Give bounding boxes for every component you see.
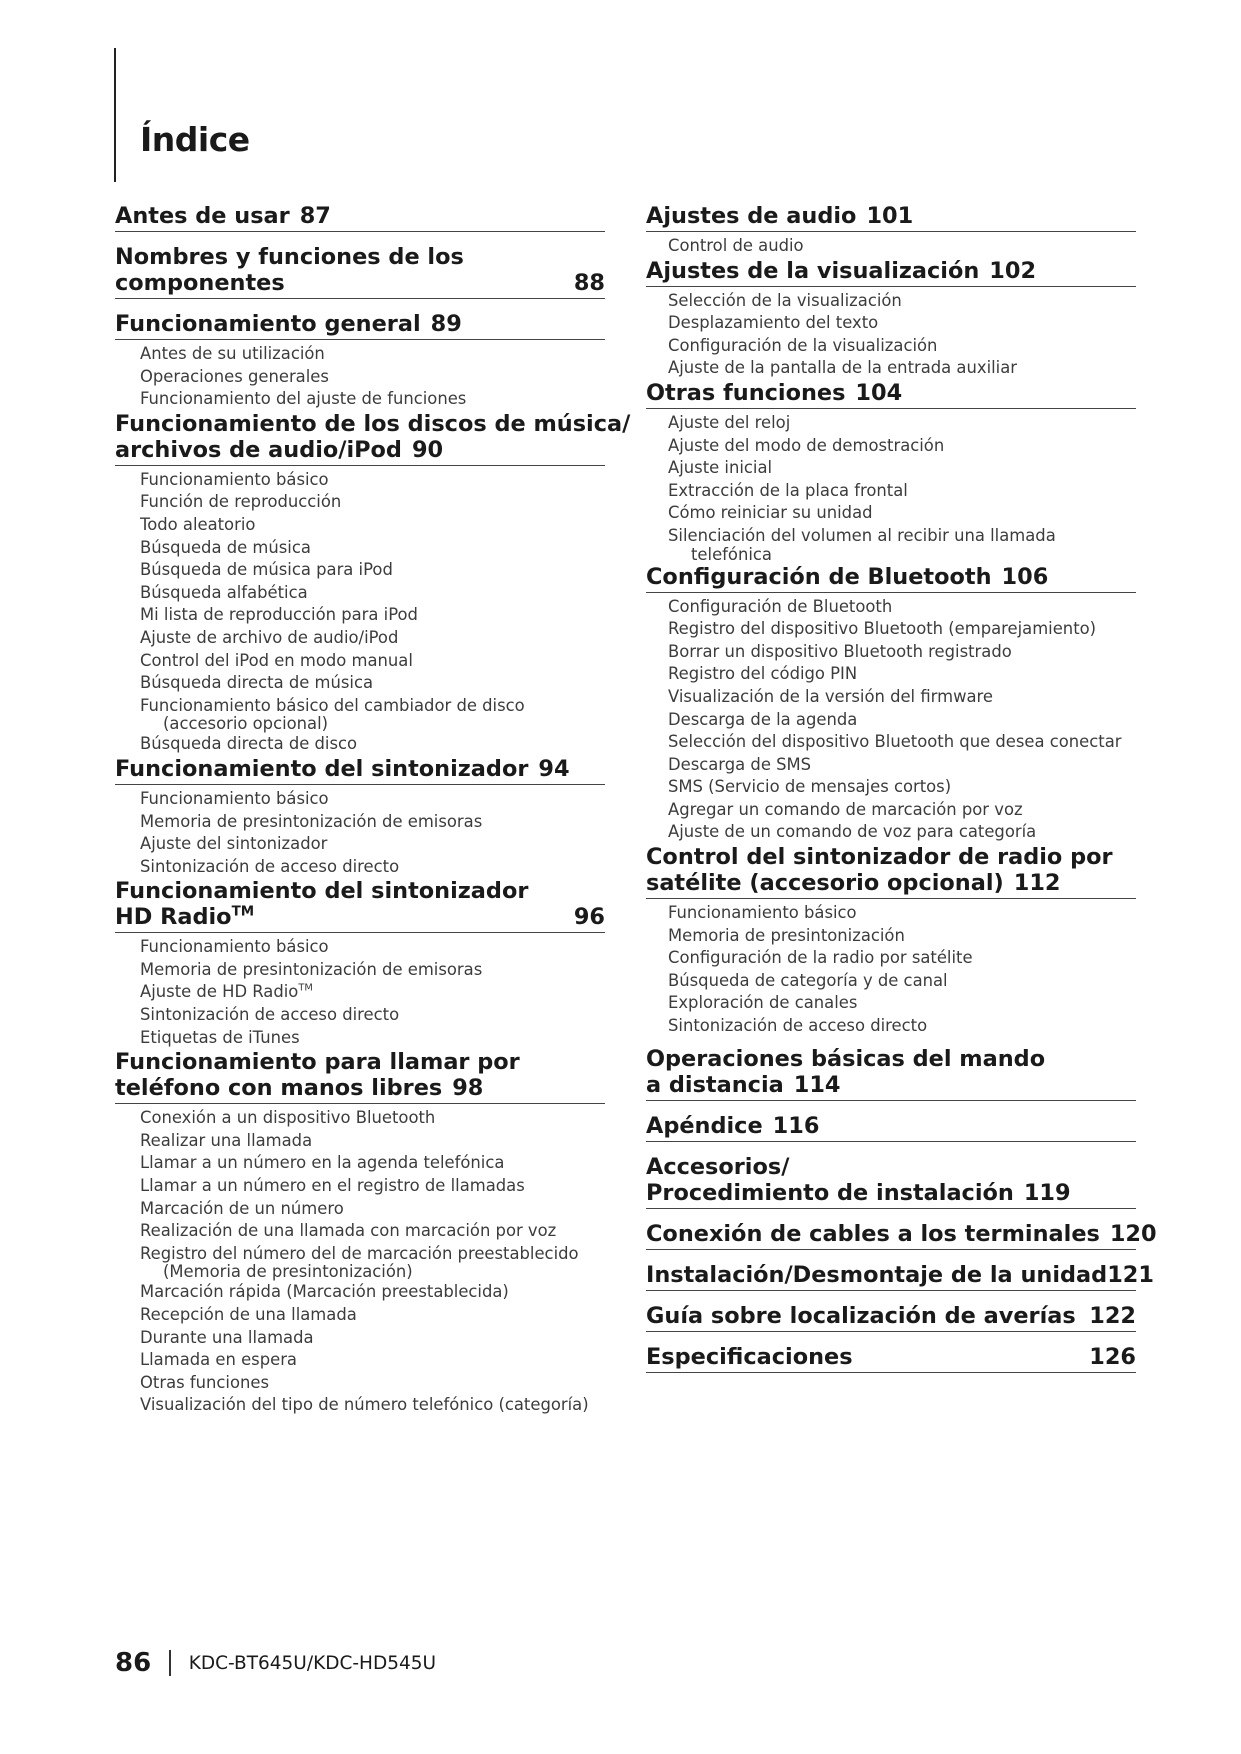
toc-item[interactable]: Antes de su utilización: [140, 344, 325, 363]
heading-text: Accesorios/: [646, 1153, 790, 1180]
heading-text: Funcionamiento del sintonizador: [115, 755, 529, 782]
heading-page: 87: [299, 203, 331, 229]
toc-item[interactable]: Configuración de Bluetooth: [668, 596, 893, 616]
footer-model-name: KDC-BT645U/KDC-HD545U: [188, 1652, 437, 1674]
toc-item[interactable]: Durante una llamada: [140, 1327, 314, 1347]
heading-text: Funcionamiento para llamar por: [115, 1049, 520, 1076]
toc-item[interactable]: [668, 525, 1136, 564]
toc-item[interactable]: [140, 695, 605, 734]
toc-item[interactable]: Conexión a un dispositivo Bluetooth: [140, 1108, 436, 1128]
heading-page: 90: [411, 436, 444, 463]
heading-page: 114: [793, 1071, 841, 1098]
item-continuation: (Memoria de presintonización): [163, 1262, 413, 1282]
toc-item[interactable]: Búsqueda directa de disco: [140, 734, 358, 754]
page-title: Índice: [140, 120, 250, 159]
toc-item[interactable]: Llamar a un número en el registro de llamadas: [140, 1176, 525, 1196]
toc-item[interactable]: Exploración de canales: [668, 993, 858, 1013]
heading-page: 94: [538, 755, 570, 782]
toc-section-mando-distancia: [646, 1046, 1136, 1101]
toc-section-discos-musica: [115, 410, 631, 756]
toc-item[interactable]: Mi lista de reproducción para iPod: [140, 605, 418, 625]
heading-page: 126: [1089, 1343, 1136, 1370]
toc-item[interactable]: Selección del dispositivo Bluetooth que desea conectar: [668, 732, 1122, 752]
toc-section-radio-satelite: [646, 844, 1136, 1038]
heading-text: archivos de audio/iPod: [115, 436, 402, 463]
toc-item[interactable]: Visualización del tipo de número telefónico (categoría): [140, 1395, 589, 1415]
page-footer: [115, 1648, 436, 1678]
toc-heading[interactable]: [646, 258, 1136, 287]
toc-item[interactable]: Funcionamiento básico: [140, 788, 329, 808]
toc-item[interactable]: Sintonización de acceso directo: [668, 1016, 928, 1036]
toc-item[interactable]: Registro del dispositivo Bluetooth (emparejamiento): [668, 619, 1097, 639]
heading-text: Nombres y funciones de los: [115, 244, 464, 270]
heading-text: Conexión de cables a los terminales: [646, 1220, 1100, 1247]
toc-section-hd-radio: [115, 878, 605, 1049]
toc-heading[interactable]: [646, 1344, 1136, 1373]
footer-page-number: 86: [115, 1648, 152, 1678]
toc-item[interactable]: Configuración de la radio por satélite: [668, 948, 973, 968]
heading-text: a distancia: [646, 1071, 784, 1098]
toc-section-averias: [646, 1303, 1136, 1332]
heading-text: Procedimiento de instalación: [646, 1179, 1014, 1206]
toc-left-column: [115, 203, 631, 1417]
toc-item[interactable]: Búsqueda directa de música: [140, 673, 374, 693]
title-accent-bar: [114, 48, 116, 182]
toc-item[interactable]: Funcionamiento del ajuste de funciones: [140, 389, 467, 409]
toc-section-instalacion: [646, 1261, 1154, 1291]
heading-page: 102: [989, 257, 1037, 284]
heading-page: 101: [866, 203, 914, 229]
toc-item[interactable]: Función de reproducción: [140, 492, 342, 512]
toc-item[interactable]: Sintonización de acceso directo: [140, 856, 400, 876]
heading-text: teléfono con manos libres: [115, 1075, 443, 1102]
heading-text: Funcionamiento del sintonizador: [115, 878, 529, 905]
toc-section-sintonizador: [115, 756, 605, 878]
toc-section-especificaciones: [646, 1344, 1136, 1373]
toc-heading[interactable]: [646, 1303, 1136, 1332]
toc-heading[interactable]: [115, 756, 605, 785]
toc-heading[interactable]: [646, 844, 1136, 899]
toc-item[interactable]: Ajuste de archivo de audio/iPod: [140, 627, 399, 647]
heading-text: Control del sintonizador de radio por: [646, 844, 1113, 871]
item-text: Ajuste de HD Radio: [140, 982, 299, 1002]
toc-heading[interactable]: [646, 1113, 1136, 1142]
toc-section-apendice: [646, 1113, 1136, 1142]
toc-heading[interactable]: [646, 1154, 1136, 1209]
heading-page: 121: [1107, 1261, 1154, 1288]
toc-heading[interactable]: [115, 1049, 605, 1104]
heading-text: Ajustes de la visualización: [646, 257, 980, 284]
heading-text: Funcionamiento de los discos de música/: [115, 410, 631, 437]
toc-item[interactable]: Búsqueda de categoría y de canal: [668, 970, 948, 990]
toc-item[interactable]: Funcionamiento básico: [140, 469, 329, 489]
heading-text: satélite (accesorio opcional): [646, 870, 1004, 897]
toc-heading[interactable]: [646, 380, 1136, 409]
toc-item[interactable]: Extracción de la placa frontal: [668, 480, 908, 500]
toc-item[interactable]: Realización de una llamada con marcación por voz: [140, 1221, 557, 1241]
toc-item[interactable]: Ajuste del reloj: [668, 412, 791, 432]
toc-item[interactable]: Ajuste del modo de demostración: [668, 435, 945, 455]
toc-section-accesorios: [646, 1154, 1136, 1209]
heading-page: 112: [1013, 870, 1061, 897]
heading-text: componentes: [115, 270, 285, 296]
toc-item[interactable]: Otras funciones: [140, 1372, 270, 1392]
item-continuation: (accesorio opcional): [163, 714, 329, 734]
heading-page: 106: [1001, 563, 1049, 590]
toc-item[interactable]: Realizar una llamada: [140, 1130, 313, 1150]
heading-text: Configuración de Bluetooth: [646, 563, 992, 590]
toc-section-ajustes-visualizacion: [646, 258, 1136, 380]
toc-heading[interactable]: [115, 410, 631, 466]
heading-page: 104: [855, 379, 903, 406]
toc-item[interactable]: Selección de la visualización: [668, 290, 902, 310]
heading-text: Apéndice: [646, 1112, 763, 1139]
toc-item[interactable]: SMS (Servicio de mensajes cortos): [668, 777, 952, 797]
toc-item[interactable]: Operaciones generales: [140, 366, 329, 386]
toc-item[interactable]: Memoria de presintonización: [668, 925, 905, 945]
toc-item[interactable]: Cómo reiniciar su unidad: [668, 503, 873, 523]
heading-page: 88: [573, 270, 605, 296]
heading-page: 89: [430, 311, 462, 337]
toc-item[interactable]: Todo aleatorio: [140, 514, 256, 534]
toc-item[interactable]: Borrar un dispositivo Bluetooth registrado: [668, 641, 1012, 661]
heading-text: Operaciones básicas del mando: [646, 1045, 1046, 1072]
toc-item[interactable]: Descarga de SMS: [668, 754, 812, 774]
heading-page: 96: [573, 904, 605, 931]
toc-item[interactable]: Ajuste inicial: [668, 458, 773, 478]
toc-heading[interactable]: [646, 1046, 1136, 1101]
toc-section-nombres-funciones: [115, 244, 605, 299]
toc-item[interactable]: Funcionamiento básico: [668, 903, 857, 923]
heading-text: HD Radio: [115, 904, 232, 931]
toc-heading[interactable]: [646, 1261, 1154, 1291]
toc-item[interactable]: Marcación de un número: [140, 1198, 344, 1218]
heading-text: Instalación/Desmontaje de la unidad: [646, 1261, 1108, 1288]
toc-heading[interactable]: [646, 1220, 1157, 1250]
item-text: Registro del número del de marcación preestablecido: [140, 1243, 579, 1263]
toc-section-antes-de-usar: [115, 203, 605, 232]
toc-item[interactable]: Control de audio: [668, 236, 804, 255]
toc-item[interactable]: Descarga de la agenda: [668, 709, 858, 729]
toc-item[interactable]: [140, 981, 605, 1004]
heading-page: 120: [1109, 1220, 1157, 1247]
toc-item[interactable]: Recepción de una llamada: [140, 1305, 357, 1324]
toc-item[interactable]: Configuración de la visualización: [668, 335, 938, 355]
toc-item[interactable]: Etiquetas de iTunes: [140, 1027, 300, 1047]
toc-item[interactable]: Marcación rápida (Marcación preestablecida): [140, 1282, 509, 1302]
toc-item[interactable]: Sintonización de acceso directo: [140, 1005, 400, 1025]
toc-item[interactable]: Ajuste de un comando de voz para categoría: [668, 822, 1037, 842]
item-continuation: telefónica: [691, 544, 772, 564]
heading-text: Antes de usar: [115, 203, 290, 229]
heading-page: 122: [1089, 1302, 1136, 1329]
toc-item[interactable]: Funcionamiento básico: [140, 937, 329, 957]
toc-section-funcionamiento-general: [115, 311, 605, 411]
toc-heading[interactable]: [646, 203, 1136, 232]
heading-text: Funcionamiento general: [115, 311, 421, 337]
toc-item[interactable]: Ajuste del sintonizador: [140, 834, 328, 854]
toc-item[interactable]: Agregar un comando de marcación por voz: [668, 799, 1023, 819]
toc-section-ajustes-audio: [646, 203, 1136, 258]
footer-divider: [169, 1650, 171, 1676]
toc-item[interactable]: Búsqueda de música para iPod: [140, 560, 393, 580]
toc-item[interactable]: Búsqueda alfabética: [140, 582, 308, 602]
toc-item[interactable]: Control del iPod en modo manual: [140, 650, 413, 670]
toc-heading[interactable]: [646, 564, 1136, 593]
trademark-mark: TM: [298, 983, 313, 994]
toc-item[interactable]: Llamada en espera: [140, 1350, 297, 1370]
toc-item[interactable]: Búsqueda de música: [140, 537, 311, 557]
heading-page: 98: [452, 1075, 484, 1102]
heading-text: Guía sobre localización de averías: [646, 1302, 1076, 1329]
heading-text: Especificaciones: [646, 1343, 853, 1370]
toc-section-manos-libres: [115, 1049, 605, 1417]
toc-heading[interactable]: [115, 311, 605, 340]
toc-item[interactable]: Registro del código PIN: [668, 664, 858, 684]
heading-page: 116: [772, 1112, 820, 1139]
toc-item[interactable]: Llamar a un número en la agenda telefónica: [140, 1153, 505, 1173]
toc-right-column: [646, 203, 1157, 1373]
heading-text: Ajustes de audio: [646, 203, 857, 229]
toc-item[interactable]: Memoria de presintonización de emisoras: [140, 959, 483, 979]
toc-item[interactable]: [140, 1243, 605, 1282]
toc-item[interactable]: Visualización de la versión del firmware: [668, 686, 993, 706]
heading-text: Otras funciones: [646, 379, 846, 406]
item-text: Funcionamiento básico del cambiador de disco: [140, 695, 525, 715]
item-text: Silenciación del volumen al recibir una llamada: [668, 525, 1056, 545]
toc-heading[interactable]: [115, 244, 605, 299]
toc-heading[interactable]: [115, 878, 605, 933]
heading-page: 119: [1023, 1179, 1071, 1206]
toc-item[interactable]: Desplazamiento del texto: [668, 313, 879, 333]
trademark-mark: TM: [231, 904, 255, 920]
toc-section-conexion-cables: [646, 1220, 1157, 1250]
toc-section-otras-funciones: [646, 380, 1136, 564]
toc-item[interactable]: Ajuste de la pantalla de la entrada auxiliar: [668, 358, 1018, 378]
toc-heading[interactable]: [115, 203, 605, 232]
toc-item[interactable]: Memoria de presintonización de emisoras: [140, 811, 483, 831]
toc-section-bluetooth: [646, 564, 1136, 845]
